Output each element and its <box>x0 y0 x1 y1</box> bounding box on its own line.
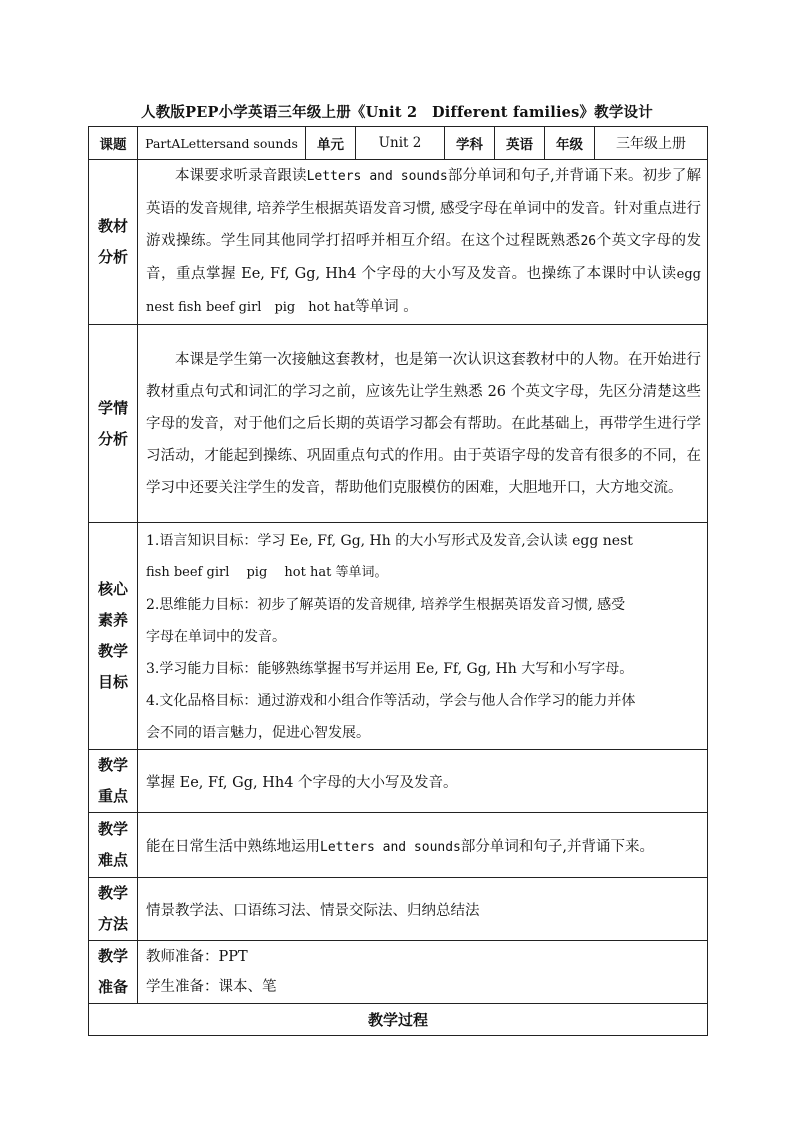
methods-label <box>89 878 138 941</box>
label-line: 分析 <box>97 429 128 448</box>
label-line: 核心 <box>97 580 128 598</box>
lesson-plan-table <box>88 126 708 1036</box>
label-line: 教学 <box>97 947 128 965</box>
code-run: egg nest fish beef girl pig hot hat <box>146 267 701 315</box>
label-line: 学情 <box>97 398 128 417</box>
label-line: 重点 <box>97 787 128 805</box>
material-analysis-row <box>89 160 708 325</box>
goal-line: 3.学习能力目标：能够熟练掌握书写并运用 Ee, Ff, Gg, Hh 大写和小写字母。 <box>146 661 634 677</box>
grade-value: 三年级上册 <box>595 127 708 160</box>
code-run: 26 <box>580 234 597 249</box>
learner-analysis-label <box>89 325 138 523</box>
label-line: 方法 <box>97 915 128 933</box>
key-points-label <box>89 750 138 813</box>
document-title: 人教版PEP小学英语三年级上册《Unit 2 Different families》教学设计 <box>141 104 653 121</box>
difficulties-label <box>89 813 138 878</box>
methods-text: 情景教学法、口语练习法、情景交际法、归纳总结法 <box>138 878 708 941</box>
label-line: 目标 <box>97 673 128 691</box>
label-line: 准备 <box>97 978 128 996</box>
topic-value: PartALettersand sounds <box>138 127 306 160</box>
difficulties-row <box>89 813 708 878</box>
text-run: 本课要求听录音跟读 <box>175 168 307 184</box>
unit-value: Unit 2 <box>356 127 445 160</box>
grade-label: 年级 <box>545 127 595 160</box>
subject-value: 英语 <box>495 127 545 160</box>
core-goals-row <box>89 523 708 750</box>
material-analysis-text <box>138 160 708 325</box>
process-heading: 教学过程 <box>89 1004 708 1036</box>
code-run: Letters and sounds <box>320 839 461 855</box>
teacher-prep: 教师准备：PPT <box>146 949 248 965</box>
preparation-label <box>89 941 138 1004</box>
preparation-text <box>138 941 708 1004</box>
text-run: 部分单词和句子,并背诵下来。 <box>460 838 654 855</box>
goal-line: 4.文化品格目标：通过游戏和小组合作等活动，学会与他人合作学习的能力并体 <box>146 693 636 709</box>
text-run: 部分单词和句子,并背诵下来。初步了解英语的发音规律, 培养学生根据英语发音习惯, 感受字母在单词中的发音。针对重点进行游戏操练。学生同其他同学打招呼并相互介绍。在这个过程既熟悉 <box>146 168 701 249</box>
text-run: 能在日常生活中熟练地运用 <box>146 838 320 855</box>
key-points-text: 掌握 Ee, Ff, Gg, Hh4 个字母的大小写及发音。 <box>138 750 708 813</box>
topic-label: 课题 <box>89 127 138 160</box>
text-run: 个英文字母的发音，重点掌握 Ee, Ff, Gg, Hh4 个字母的大小写及发音。也操练了本课时中认读 <box>146 233 701 282</box>
methods-row <box>89 878 708 941</box>
difficulties-text <box>138 813 708 878</box>
key-points-row <box>89 750 708 813</box>
label-line: 素养 <box>97 611 128 629</box>
header-row <box>89 127 708 160</box>
subject-label: 学科 <box>445 127 495 160</box>
label-line: 教学 <box>97 642 128 660</box>
code-run: Letters and sounds <box>306 169 448 184</box>
learner-analysis-row <box>89 325 708 523</box>
goal-line: 会不同的语言魅力，促进心智发展。 <box>146 725 370 741</box>
core-goals-label <box>89 523 138 750</box>
material-analysis-label <box>89 160 138 325</box>
student-prep: 学生准备：课本、笔 <box>146 979 277 995</box>
core-goals-text <box>138 523 708 750</box>
label-line: 教学 <box>97 756 128 774</box>
preparation-row <box>89 941 708 1004</box>
goal-line: fish beef girl pig hot hat 等单词。 <box>146 565 388 580</box>
process-heading-row <box>89 1004 708 1036</box>
goal-line: 1.语言知识目标：学习 Ee, Ff, Gg, Hh 的大小写形式及发音,会认读 egg nest <box>146 533 633 549</box>
label-line: 教学 <box>97 884 128 902</box>
label-line: 分析 <box>97 248 128 266</box>
goal-line: 2.思维能力目标：初步了解英语的发音规律, 培养学生根据英语发音习惯, 感受 <box>146 597 626 613</box>
unit-label: 单元 <box>306 127 356 160</box>
text-run: 等单词 。 <box>355 299 418 315</box>
label-line: 教学 <box>97 820 128 838</box>
label-line: 教材 <box>97 217 128 235</box>
goal-line: 字母在单词中的发音。 <box>146 629 286 645</box>
learner-analysis-text: 本课是学生第一次接触这套教材，也是第一次认识这套教材中的人物。在开始进行教材重点句式和词汇的学习之前，应该先让学生熟悉 26 个英文字母，先区分清楚这些字母的发音，对于他们之后长期的英语学习都会有帮助。在此基础上，再带学生进行学习活动，才能起到操练、巩固重点句式的作用。由于英语字母的发音有很多的不同，在学习中还要关注学生的发音，帮助他们克服模仿的困难，大胆地开口，大方地交流。 <box>138 325 708 523</box>
label-line: 难点 <box>97 851 128 869</box>
